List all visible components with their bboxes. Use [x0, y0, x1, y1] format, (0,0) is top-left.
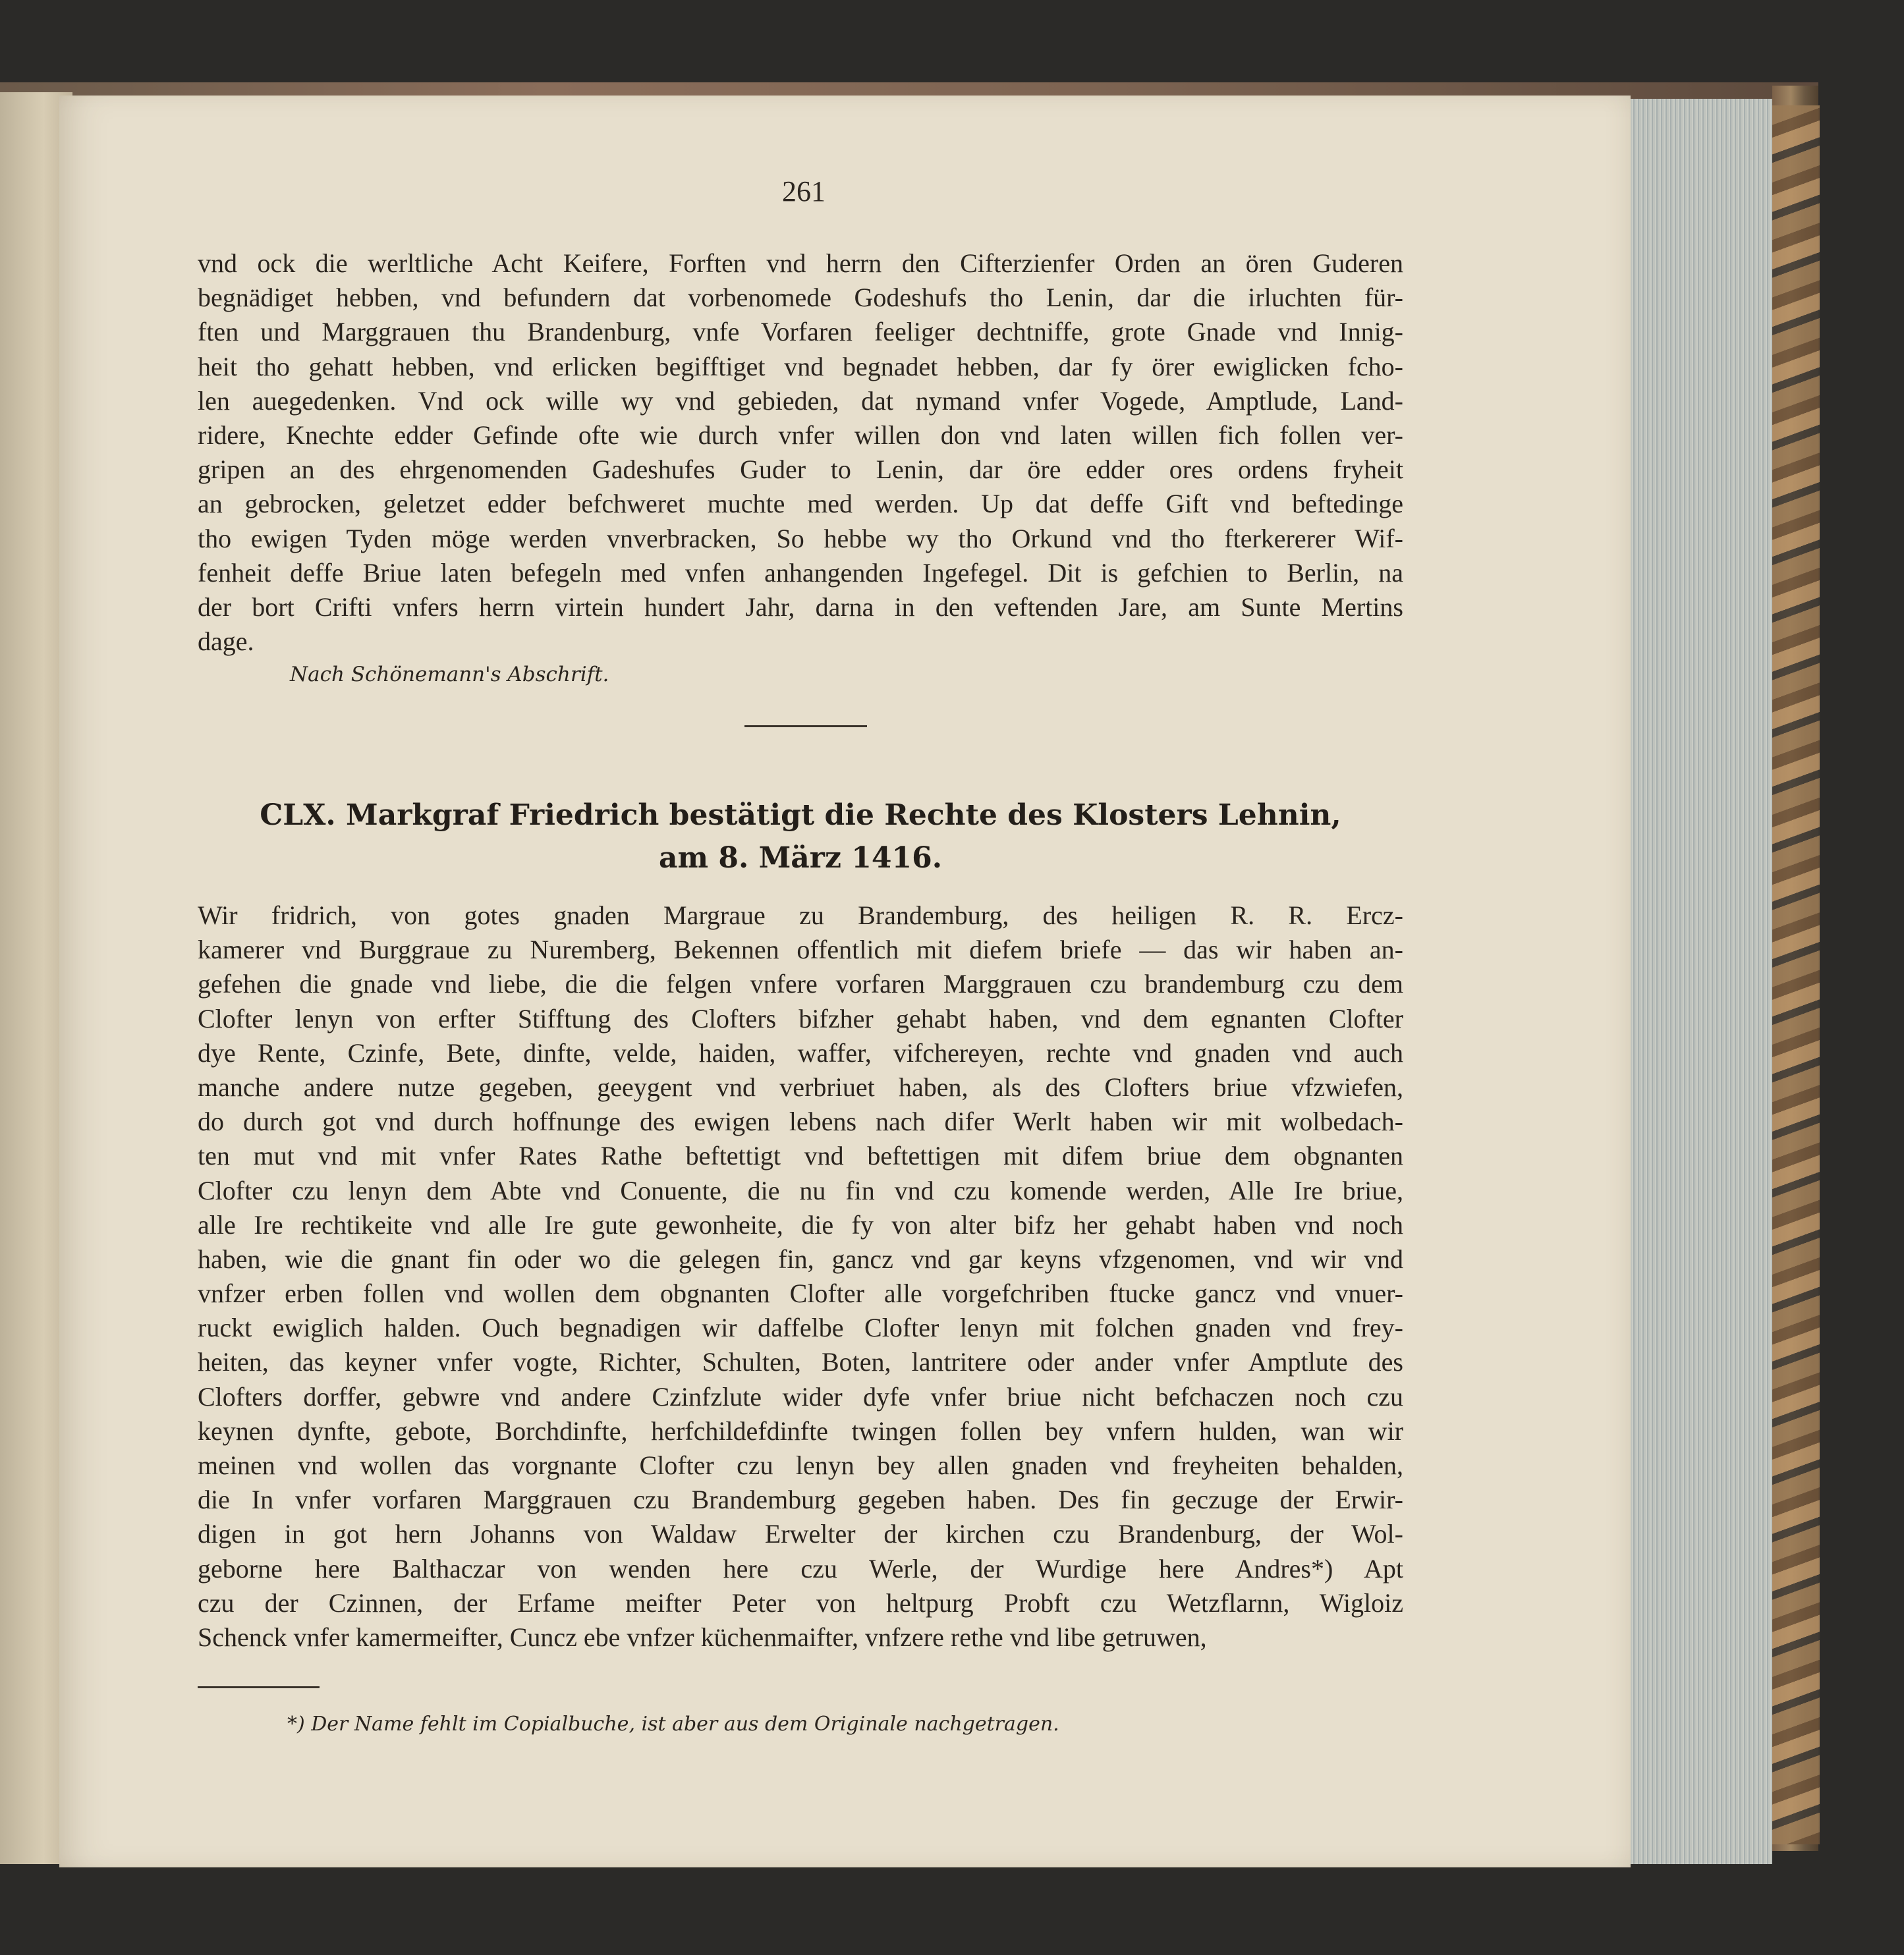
marbled-endpaper	[1772, 105, 1820, 1844]
text-line: der bort Crifti vnfers herrn virtein hundert Jahr, darna in den veftenden Jare, am Sunte Mertins	[198, 592, 1403, 622]
text-line: manche andere nutze gegeben, geeygent vnd verbriuet haben, als des Clofters briue vfzwiefen,	[198, 1072, 1403, 1102]
text-line: Clofters dorffer, gebwre vnd andere Czinfzlute wider dyfe vnfer briue nicht befchaczen noch czu	[198, 1381, 1403, 1412]
page-block-edge	[1627, 99, 1772, 1864]
footnote: *) Der Name fehlt im Copialbuche, ist aber aus dem Originale nachgetragen.	[287, 1713, 1059, 1736]
text-line: alle Ire rechtikeite vnd alle Ire gute gewonheite, die fy von alter bifz her gehabt haben vnd noch	[198, 1209, 1403, 1240]
text-line: heiten, das keyner vnfer vogte, Richter, Schulten, Boten, lantritere oder ander vnfer Amptlute des	[198, 1347, 1403, 1377]
source-note: Nach Schönemann's Abschrift.	[290, 663, 609, 686]
text-line: Clofter czu lenyn dem Abte vnd Conuente, die nu fin vnd czu komende werden, Alle Ire briue,	[198, 1175, 1403, 1205]
text-line: gefehen die gnade vnd liebe, die die felgen vnfere vorfaren Marggrauen czu brandemburg czu dem	[198, 969, 1403, 999]
text-line: an gebrocken, geletzet edder befchweret muchte med werden. Up dat deffe Gift vnd beftedinge	[198, 489, 1403, 519]
text-line: haben, wie die gnant fin oder wo die gelegen fin, gancz vnd gar keyns vfzgenomen, vnd wir vnd	[198, 1244, 1403, 1274]
text-line: do durch got vnd durch hoffnunge des ewigen lebens nach difer Werlt haben wir mit wolbedach-	[198, 1107, 1403, 1137]
text-line: len auegedenken. Vnd ock wille wy vnd gebieden, dat nymand vnfer Vogede, Amptlude, Land-	[198, 385, 1403, 416]
footnote-divider	[198, 1686, 320, 1688]
text-line: geborne here Balthaczar von wenden here czu Werle, der Wurdige here Andres*) Apt	[198, 1553, 1403, 1583]
text-line: begnädiget hebben, vnd befundern dat vorbenomede Godeshufs tho Lenin, dar die irluchten für-	[198, 283, 1403, 313]
text-line: dye Rente, Czinfe, Bete, dinfte, velde, haiden, waffer, vifchereyen, rechte vnd gnaden vnd auch	[198, 1037, 1403, 1068]
paragraph-charter-1416	[198, 898, 1403, 1655]
text-line: dage.	[198, 626, 254, 657]
text-line: heit tho gehatt hebben, vnd erlicken begifftiget vnd begnadet hebben, dar fy örer ewiglicken fcho-	[198, 351, 1403, 381]
page-number: 261	[782, 175, 826, 207]
text-line: fenheit deffe Briue laten befegeln med vnfen anhangenden Ingefegel. Dit is gefchien to Berlin, na	[198, 557, 1403, 588]
text-line: ridere, Knechte edder Gefinde ofte wie durch vnfer willen don vnd laten willen fich follen ver-	[198, 420, 1403, 450]
text-line: ten mut vnd mit vnfer Rates Rathe beftettigt vnd beftettigen mit difem briue dem obgnanten	[198, 1141, 1403, 1171]
text-line: vnd ock die werltliche Acht Keifere, Forften vnd herrn den Cifterzienfer Orden an ören Guderen	[198, 248, 1403, 278]
text-line: kamerer vnd Burggraue zu Nuremberg, Bekennen offentlich mit diefem briefe — das wir haben an-	[198, 935, 1403, 965]
text-line: digen in got hern Johanns von Waldaw Erwelter der kirchen czu Brandenburg, der Wol-	[198, 1519, 1403, 1549]
text-line: vnfzer erben follen vnd wollen dem obgnanten Clofter alle vorgefchriben ftucke gancz vnd vnuer-	[198, 1279, 1403, 1309]
text-line: czu der Czinnen, der Erfame meifter Peter von heltpurg Probft czu Wetzflarnn, Wigloiz	[198, 1587, 1403, 1618]
text-line: Clofter lenyn von erfter Stifftung des Clofters bifzher gehabt haben, vnd dem egnanten Clofter	[198, 1003, 1403, 1033]
text-line: keynen dynfte, gebote, Borchdinfte, herfchildefdinfte twingen follen bey vnfern hulden, wan wir	[198, 1416, 1403, 1446]
text-line: Wir fridrich, von gotes gnaden Margraue zu Brandemburg, des heiligen R. R. Ercz-	[198, 900, 1403, 930]
text-line: meinen vnd wollen das vorgnante Clofter czu lenyn bey allen gnaden vnd freyheiten behalden,	[198, 1450, 1403, 1480]
document-date: am 8. März 1416.	[658, 841, 943, 875]
text-line: ruckt ewiglich halden. Ouch begnadigen wir daffelbe Clofter lenyn mit folchen gnaden vnd frey-	[198, 1313, 1403, 1343]
text-line: ften und Marggrauen thu Brandenburg, vnfe Vorfaren feeliger dechtniffe, grote Gnade vnd Innig-	[198, 317, 1403, 347]
text-line: tho ewigen Tyden möge werden vnverbracken, So hebbe wy tho Orkund vnd tho fterkererer Wif-	[198, 523, 1403, 553]
paragraph-charter-end	[198, 246, 1403, 659]
text-line: gripen an des ehrgenomenden Gadeshufes Guder to Lenin, dar öre edder ores ordens fryheit	[198, 454, 1403, 485]
text-line: die In vnfer vorfaren Marggrauen czu Brandemburg gegeben haben. Des fin geczuge der Erwir-	[198, 1485, 1403, 1515]
section-divider	[744, 725, 867, 727]
document-heading: CLX. Markgraf Friedrich bestätigt die Rechte des Klosters Lehnin,	[260, 798, 1341, 832]
text-line: Schenck vnfer kamermeifter, Cuncz ebe vnfzer küchenmaifter, vnfzere rethe vnd libe getruwen,	[198, 1622, 1207, 1652]
